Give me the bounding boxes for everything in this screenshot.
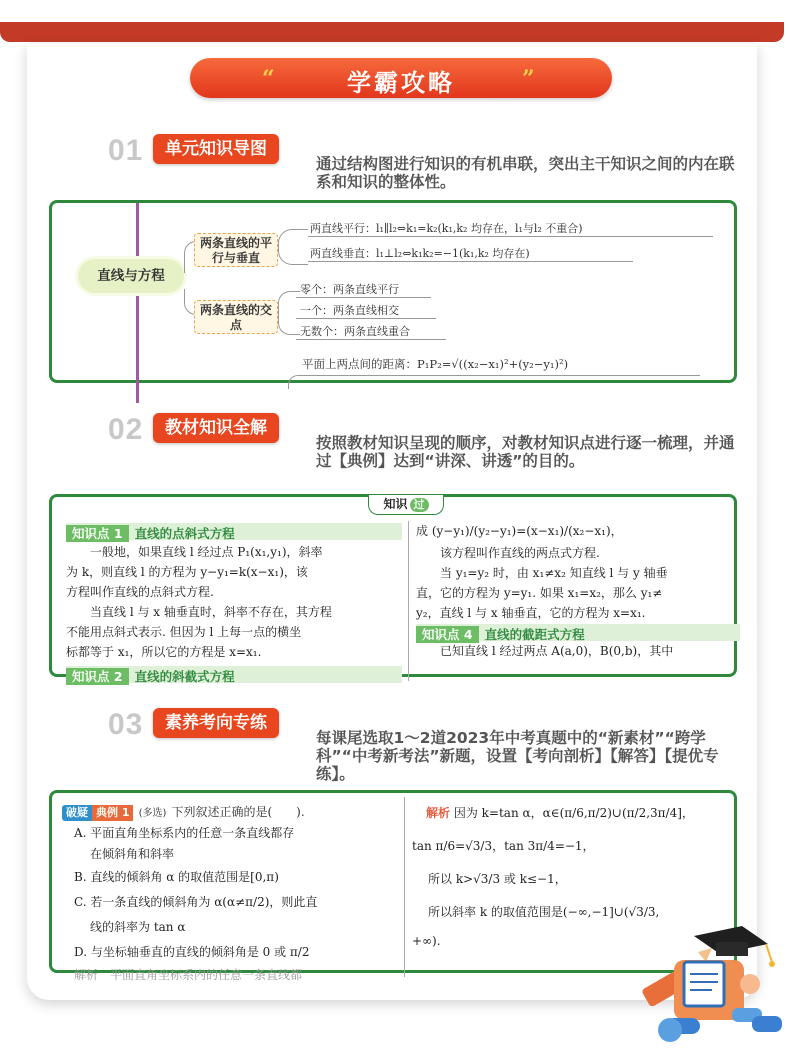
analysis-line: tan π/6=√3/3，tan 3π/4=−1，: [412, 839, 595, 853]
multi-choice-tag: (多选): [138, 808, 167, 819]
open-quote-icon: “: [262, 66, 275, 92]
kp4-content: [416, 641, 740, 661]
connector: [278, 229, 308, 249]
mind-map-box: [49, 200, 737, 383]
mind-map-item: 两直线垂直：l₁⊥l₂⇔k₁k₂=−1(k₁,k₂ 均存在): [310, 247, 530, 260]
analysis-cut: 解析 平面直角坐标系内的任意一条直线都: [74, 968, 303, 982]
underline: [296, 339, 446, 340]
option-a-cont: 在倾斜角和斜率: [90, 847, 175, 861]
mind-map-trunk: [136, 203, 139, 403]
option-a: A. 平面直角坐标系内的任意一条直线都存: [74, 826, 295, 840]
connector: [278, 247, 308, 265]
text-line: 已知直线 l 经过两点 A(a,0)，B(0,b)，其中: [440, 644, 674, 658]
mind-map-branch-parallel: 两条直线的平行与垂直: [194, 233, 278, 267]
mind-map-branch-intersection: 两条直线的交点: [194, 300, 278, 334]
question-badge: 破疑: [62, 805, 92, 821]
mind-map-item: 无数个：两条直线重合: [300, 325, 410, 338]
text-line: y₂，直线 l 与 x 轴垂直，它的方程为 x=x₁.: [416, 606, 646, 620]
text-line: 一般地，如果直线 l 经过点 P₁(x₁,y₁)，斜率: [90, 545, 323, 559]
right-column: [416, 497, 740, 674]
kp3-content: [416, 519, 740, 623]
kp1-content: [66, 542, 402, 662]
knowledge-tag-badge: 过: [410, 498, 429, 512]
connector: [278, 291, 300, 315]
text-line: 标都等于 x₁，所以它的方程是 x=x₁.: [66, 645, 262, 659]
analysis-label: 解析: [426, 806, 451, 820]
analysis-text: 因为 k=tan α，α∈(π/6,π/2)∪(π/2,3π/4]，: [453, 806, 694, 820]
underline: [308, 236, 713, 237]
mind-map-item: 零个：两条直线平行: [300, 283, 399, 296]
text-line: 方程叫作直线的点斜式方程.: [66, 585, 214, 599]
analysis-line: 所以斜率 k 的取值范围是(−∞,−1]∪(√3/3,: [428, 905, 660, 919]
section-label: 教材知识全解: [153, 413, 279, 443]
column-divider: [404, 797, 405, 977]
mind-map-item: 一个：两条直线相交: [300, 304, 399, 317]
kp4-label: 知识点 4: [416, 626, 479, 643]
underline: [296, 297, 431, 298]
close-quote-icon: ”: [522, 66, 535, 92]
options: [62, 823, 402, 986]
kp2-title: 直线的斜截式方程: [134, 669, 235, 684]
section-number: 01: [108, 134, 144, 167]
section-description: 按照教材知识呈现的顺序，对教材知识点进行逐一梳理，并通过【典例】达到“讲深、讲透”的目的。: [316, 434, 735, 470]
text-line: 该方程叫作直线的两点式方程.: [440, 546, 600, 560]
section-number: 02: [108, 413, 144, 446]
kp1-header: [66, 523, 402, 540]
kp4-title: 直线的截距式方程: [484, 627, 585, 642]
section-label: 单元知识导图: [153, 134, 279, 164]
section-label: 素养考向专练: [153, 708, 279, 738]
analysis-line: [412, 803, 740, 824]
question-header: [62, 801, 402, 821]
text-line: 当 y₁=y₂ 时，由 x₁≠x₂ 知直线 l 与 y 轴垂: [440, 566, 668, 580]
left-column: [66, 497, 402, 684]
banner: [190, 58, 612, 98]
underline: [300, 375, 700, 376]
section-number: 03: [108, 708, 144, 741]
kp2-header: [66, 666, 402, 683]
analysis-line: 所以 k>√3/3 或 k≤−1，: [428, 872, 567, 886]
kp4-header: [416, 624, 740, 641]
option-d: D. 与坐标轴垂直的直线的倾斜角是 0 或 π/2: [74, 945, 310, 959]
kp1-title: 直线的点斜式方程: [134, 526, 235, 541]
section-description: 通过结构图进行知识的有机串联，突出主干知识之间的内在联系和知识的整体性。: [316, 155, 735, 191]
mind-map-distance: 平面上两点间的距离：P₁P₂=√((x₂−x₁)²+(y₂−y₁)²): [302, 357, 569, 371]
text-line: 不能用点斜式表示. 但因为 l 上每一点的横坐: [66, 625, 302, 639]
section-description: 每课尾选取1～2道2023年中考真题中的“新素材”“跨学科”“中考新考法”新题，设置【考向剖析】【解答】【提优专练】。: [316, 729, 719, 783]
option-c: C. 若一条直线的倾斜角为 α(α≠π/2)，则此直: [74, 895, 318, 909]
kp2-label: 知识点 2: [66, 668, 129, 685]
text-line: 当直线 l 与 x 轴垂直时，斜率不存在，其方程: [90, 605, 332, 619]
underline: [296, 318, 436, 319]
text-line: 直，它的方程为 y=y₁. 如果 x₁=x₂，那么 y₁≠: [416, 586, 663, 600]
kp1-label: 知识点 1: [66, 525, 129, 542]
question-stem: 下列叙述正确的是( ).: [171, 805, 305, 819]
underline: [308, 261, 633, 262]
mind-map-center: 直线与方程: [78, 259, 184, 293]
question-column: [62, 793, 402, 982]
mind-map-item: 两直线平行：l₁∥l₂⇔k₁=k₂(k₁,k₂ 均存在，l₁与l₂ 不重合): [310, 222, 583, 235]
connector: [278, 313, 300, 335]
column-divider: [408, 521, 409, 681]
analysis-line: +∞).: [412, 934, 441, 948]
option-b: B. 直线的倾斜角 α 的取值范围是[0,π): [74, 870, 279, 884]
formula-line: 成 (y−y₁)/(y₂−y₁)=(x−x₁)/(x₂−x₁)，: [416, 524, 623, 538]
banner-title: 学霸攻略: [347, 69, 455, 97]
option-c-cont: 线的斜率为 tan α: [90, 920, 186, 934]
knowledge-tag-text: 知识: [383, 497, 408, 511]
connector: [288, 375, 304, 389]
mascot-icon: [632, 922, 790, 1054]
text-line: 为 k，则直线 l 的方程为 y−y₁=k(x−x₁)，该: [66, 565, 308, 579]
textbook-box: [49, 494, 737, 684]
top-bar: [0, 22, 784, 42]
example-badge: 典例 1: [92, 805, 133, 821]
